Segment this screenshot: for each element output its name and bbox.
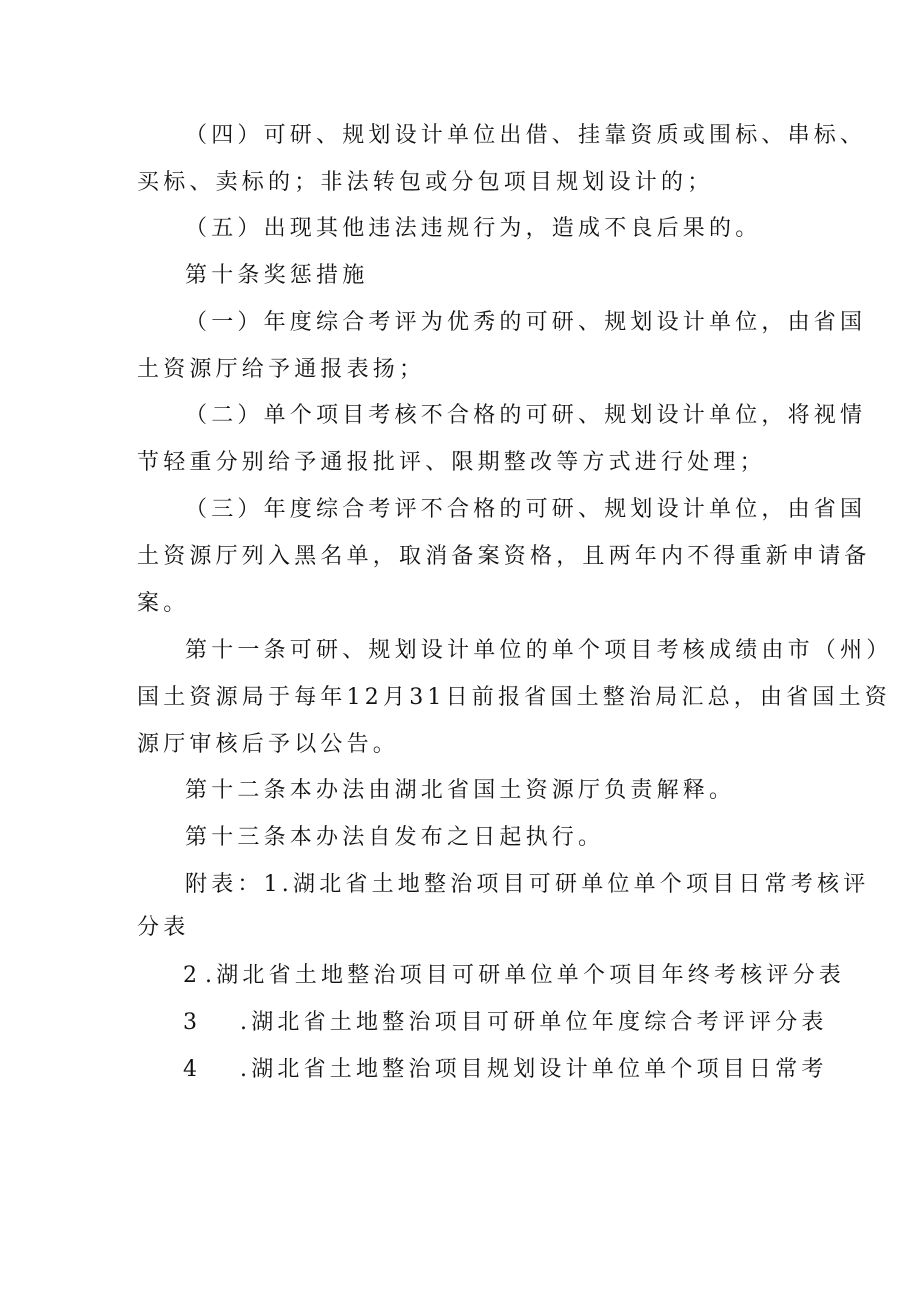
paragraph-line: （三）年度综合考评不合格的可研、规划设计单位，由省国 (185, 497, 867, 522)
appendix-number: 3 (183, 1010, 197, 1035)
appendix-text: .湖北省土地整治项目可研单位年度综合考评评分表 (240, 1010, 828, 1035)
appendix-number: 2 (183, 963, 197, 988)
paragraph-line: 第十一条可研、规划设计单位的单个项目考核成绩由市（州） (185, 638, 893, 663)
paragraph-line: （一）年度综合考评为优秀的可研、规划设计单位，由省国 (185, 310, 867, 335)
paragraph-line: 第十二条本办法由湖北省国土资源厅负责解释。 (185, 778, 736, 803)
paragraph-line: 土资源厅列入黑名单，取消备案资格，且两年内不得重新申请备 (137, 544, 871, 569)
paragraph-line: 买标、卖标的；非法转包或分包项目规划设计的； (137, 170, 714, 195)
paragraph-line: 源厅审核后予以公告。 (137, 732, 400, 757)
paragraph-line: 节轻重分别给予通报批评、限期整改等方式进行处理； (137, 450, 766, 475)
paragraph-line: 案。 (137, 591, 190, 616)
appendix-text: .湖北省土地整治项目可研单位单个项目年终考核评分表 (205, 963, 845, 988)
paragraph-line: 国土资源局于每年12月31日前报省国土整治局汇总，由省国土资 (137, 685, 891, 710)
paragraph-line: 土资源厅给予通报表扬； (137, 357, 426, 382)
appendix-heading: 附表：1.湖北省土地整治项目可研单位单个项目日常考核评 (185, 872, 870, 897)
appendix-number: 4 (183, 1057, 197, 1082)
paragraph-line: （五）出现其他违法违规行为，造成不良后果的。 (185, 216, 762, 241)
paragraph-line: （四）可研、规划设计单位出借、挂靠资质或围标、串标、 (185, 123, 867, 148)
paragraph-line: 分表 (137, 915, 190, 940)
section-heading: 第十条奖惩措施 (185, 263, 369, 288)
paragraph-line: （二）单个项目考核不合格的可研、规划设计单位，将视情 (185, 403, 867, 428)
appendix-text: .湖北省土地整治项目规划设计单位单个项目日常考 (240, 1057, 828, 1082)
paragraph-line: 第十三条本办法自发布之日起执行。 (185, 825, 605, 850)
